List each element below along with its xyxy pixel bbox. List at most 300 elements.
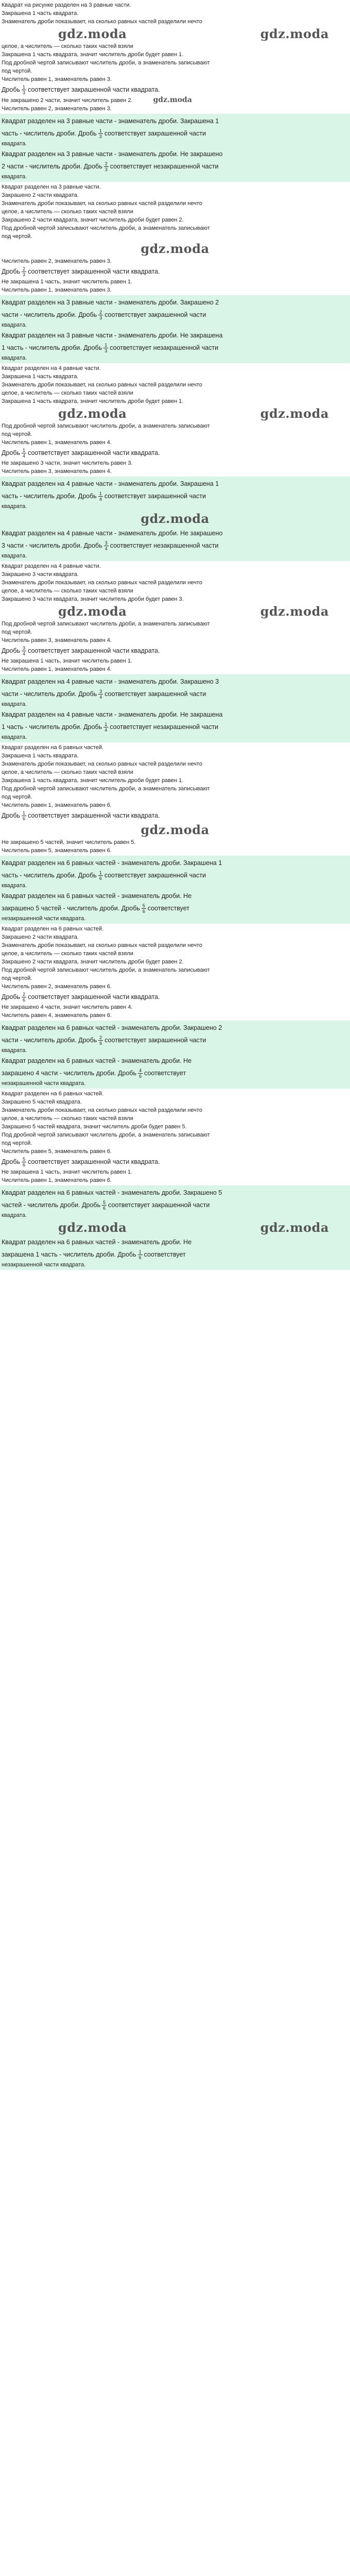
fraction-numerator: 4 xyxy=(139,1068,142,1074)
text-line xyxy=(2,1261,348,1269)
line-text: Квадрат разделен на 4 равные части. xyxy=(2,365,101,371)
watermark: gdz.moda xyxy=(260,604,329,619)
fraction xyxy=(98,1035,103,1046)
watermark-row xyxy=(2,1219,348,1236)
line-text: Квадрат разделен на 6 равных частей - знаменатель дроби. Закрашено 5 xyxy=(2,1189,222,1196)
text-line xyxy=(2,636,348,645)
text-line xyxy=(2,628,348,636)
text-line xyxy=(2,966,348,974)
line-text: квадрата. xyxy=(2,883,27,889)
line-text: незакрашенной части квадрата. xyxy=(2,916,86,922)
line-text-after: соответствует закрашенной части xyxy=(104,493,206,500)
text-line xyxy=(2,173,348,181)
line-text: части - числитель дроби. Дробь xyxy=(2,1037,97,1044)
text-line xyxy=(2,478,348,490)
explanation-block xyxy=(0,742,350,856)
text-line xyxy=(2,1106,348,1114)
line-text: Квадрат разделен на 6 равных частей. xyxy=(2,1091,104,1097)
fraction xyxy=(98,491,103,502)
line-text: Закрашено 3 части квадрата, значит числитель дроби будет равен 3. xyxy=(2,596,184,602)
line-text: Закрашено 2 части квадрата. xyxy=(2,192,79,198)
text-line xyxy=(2,329,348,342)
text-line xyxy=(2,1168,348,1176)
line-text: Не закрашено 2 части, значит числитель равен 2. xyxy=(2,97,133,104)
text-line xyxy=(2,397,348,405)
line-text-after: соответствует закрашенной части квадрата. xyxy=(28,449,160,456)
text-line xyxy=(2,257,348,265)
line-text: Дробь xyxy=(2,812,21,819)
line-text: Под дробной чертой записывают числитель дроби, а знаменатель записывают xyxy=(2,60,210,66)
fraction-line xyxy=(2,991,348,1003)
line-text: квадрата. xyxy=(2,734,27,740)
line-text: часть - числитель дроби. Дробь xyxy=(2,872,97,879)
fraction-denominator: 3 xyxy=(23,90,26,96)
line-text: квадрата. xyxy=(2,355,27,361)
text-line xyxy=(2,914,348,923)
text-line xyxy=(2,430,348,438)
text-line xyxy=(2,1131,348,1139)
line-text: квадрата. xyxy=(2,553,27,559)
text-line xyxy=(2,882,348,890)
fraction xyxy=(98,870,103,881)
text-line xyxy=(2,278,348,286)
fraction-denominator: 3 xyxy=(99,315,102,321)
line-text: Дробь xyxy=(2,993,21,1001)
line-text-after: соответствует закрашенной части квадрата. xyxy=(28,993,160,1001)
line-text: Числитель равен 3, знаменатель равен 4. xyxy=(2,637,112,643)
line-text: Числитель равен 1, знаменатель равен 3. xyxy=(2,287,112,293)
line-text: Числитель равен 1, знаменатель равен 6. xyxy=(2,802,112,808)
fraction-numerator: 1 xyxy=(23,84,26,90)
text-line xyxy=(2,1046,348,1055)
text-line xyxy=(2,579,348,587)
line-text: Знаменатель дроби показывает, на сколько равных частей разделили нечто xyxy=(2,942,202,948)
text-line xyxy=(2,982,348,991)
line-text-after: соответствует закрашенной части xyxy=(104,311,206,318)
fraction xyxy=(98,310,103,320)
line-text: целое, а числитель — сколько таких частей взяли xyxy=(2,390,133,396)
fraction xyxy=(22,84,26,95)
line-text: Числитель равен 1, знаменатель равен 4. xyxy=(2,666,112,672)
line-text: Квадрат разделен на 3 равные части - знаменатель дроби. Закрашено 2 xyxy=(2,299,219,306)
text-line xyxy=(2,793,348,801)
line-text: Под дробной чертой записывают числитель дроби, а знаменатель записывают xyxy=(2,786,210,792)
line-text: Не закрашена 1 часть, значит числитель равен 1. xyxy=(2,658,133,664)
text-line xyxy=(2,67,348,75)
text-line xyxy=(2,75,348,83)
line-text-after: соответствует xyxy=(144,1070,186,1077)
fraction-numerator: 1 xyxy=(23,810,26,816)
watermark: gdz.moda xyxy=(58,604,127,619)
line-text: 1 часть - числитель дроби. Дробь xyxy=(2,344,102,351)
fraction-denominator: 3 xyxy=(23,272,26,278)
line-text: Знаменатель дроби показывает, на сколько равных частей разделили нечто xyxy=(2,19,202,25)
line-text: Под дробной чертой записывают числитель дроби, а знаменатель записывают xyxy=(2,1132,210,1138)
line-text: Закрашено 2 части квадрата. xyxy=(2,934,79,940)
text-line xyxy=(2,9,348,18)
text-line xyxy=(2,620,348,628)
text-line xyxy=(2,422,348,430)
line-text: под чертой. xyxy=(2,1140,32,1146)
line-text: Закрашена 1 часть квадрата. xyxy=(2,10,79,16)
line-text: Квадрат разделен на 6 равных частей. xyxy=(2,926,104,932)
text-line xyxy=(2,743,348,752)
line-text: Числитель равен 1, знаменатель равен 4. xyxy=(2,439,112,446)
watermark: gdz.moda xyxy=(141,822,209,837)
line-text: квадрата. xyxy=(2,701,27,707)
line-text: Числитель равен 3, знаменатель равен 4. xyxy=(2,468,112,474)
line-text: Квадрат разделен на 4 равные части - знаменатель дроби. Закрашена 1 xyxy=(2,480,219,487)
fraction-denominator: 4 xyxy=(104,727,108,733)
text-line xyxy=(2,364,348,372)
text-line xyxy=(2,933,348,941)
line-text: Дробь xyxy=(2,647,21,654)
line-text: Квадрат разделен на 6 равных частей - знаменатель дроби. Не xyxy=(2,1239,192,1246)
text-line xyxy=(2,801,348,809)
fraction-numerator: 2 xyxy=(23,266,26,272)
text-line xyxy=(2,467,348,476)
explanation-block xyxy=(0,1089,350,1185)
fraction-numerator: 5 xyxy=(23,1157,26,1162)
fraction-line xyxy=(2,1156,348,1168)
fraction-line xyxy=(2,342,348,354)
fraction-numerator: 1 xyxy=(104,722,108,727)
fraction-denominator: 6 xyxy=(138,1255,142,1261)
line-text: Дробь xyxy=(2,86,21,93)
text-line xyxy=(2,224,348,232)
text-line xyxy=(2,562,348,570)
fraction-line xyxy=(2,83,348,96)
line-text: 3 части - числитель дроби. Дробь xyxy=(2,542,102,549)
line-text: Квадрат разделен на 3 равные части - знаменатель дроби. Закрашена 1 xyxy=(2,117,219,125)
line-text: под чертой. xyxy=(2,431,32,437)
line-text: Квадрат разделен на 6 равных частей. xyxy=(2,744,104,751)
line-text-after: соответствует xyxy=(144,1251,186,1258)
text-line xyxy=(2,1176,348,1184)
text-line xyxy=(2,1003,348,1011)
line-text: Под дробной чертой записывают числитель дроби, а знаменатель записывают xyxy=(2,967,210,973)
text-line xyxy=(2,846,348,855)
fraction-line xyxy=(2,490,348,502)
line-text: Числитель равен 4, знаменатель равен 6. xyxy=(2,1012,112,1019)
line-text: Под дробной чертой записывают числитель дроби, а знаменатель записывают xyxy=(2,423,210,429)
line-text: Знаменатель дроби показывает, на сколько равных частей разделили нечто xyxy=(2,761,202,767)
line-text: часть - числитель дроби. Дробь xyxy=(2,493,97,500)
explanation-block xyxy=(0,561,350,674)
fraction-denominator: 3 xyxy=(104,348,108,354)
watermark-small: gdz.moda xyxy=(153,96,192,104)
answer-block xyxy=(0,295,350,363)
line-text: Знаменатель дроби показывает, на сколько равных частей разделили нечто xyxy=(2,200,202,207)
text-line xyxy=(2,776,348,785)
line-text: Не закрашена 1 часть, значит числитель равен 1. xyxy=(2,1169,133,1175)
watermark-row xyxy=(2,26,348,42)
watermark: gdz.moda xyxy=(141,241,209,256)
text-line xyxy=(2,286,348,294)
line-text: Квадрат разделен на 3 равные части. xyxy=(2,184,101,190)
fraction-numerator: 5 xyxy=(103,1200,106,1206)
text-line xyxy=(2,1098,348,1106)
fraction-numerator: 3 xyxy=(99,689,102,694)
line-text-after: соответствует незакрашенной части xyxy=(110,542,219,549)
line-text: квадрата. xyxy=(2,1047,27,1054)
fraction xyxy=(22,1157,26,1167)
watermark: gdz.moda xyxy=(141,511,209,526)
text-line xyxy=(2,50,348,59)
watermark-row xyxy=(2,603,348,620)
watermark: gdz.moda xyxy=(260,1220,329,1235)
fraction-line xyxy=(2,309,348,321)
fraction-denominator: 6 xyxy=(23,1162,26,1168)
line-text-after: соответствует закрашенной части xyxy=(104,1037,206,1044)
fraction-denominator: 3 xyxy=(104,167,108,173)
text-line xyxy=(2,1022,348,1034)
line-text: под чертой. xyxy=(2,629,32,635)
fraction-line xyxy=(2,539,348,552)
text-line xyxy=(2,752,348,760)
watermark: gdz.moda xyxy=(260,406,329,421)
fraction-numerator: 1 xyxy=(138,1249,142,1255)
fraction-denominator: 4 xyxy=(99,497,102,502)
line-text: Квадрат разделен на 3 равные части - знаменатель дроби. Не закрашена xyxy=(2,332,223,339)
line-text: Квадрат разделен на 6 равных частей - знаменатель дроби. Закрашено 2 xyxy=(2,1024,222,1031)
line-text: целое, а числитель — сколько таких частей взяли xyxy=(2,43,133,49)
line-text: Квадрат разделен на 4 равные части - знаменатель дроби. Не закрашена xyxy=(2,711,223,718)
line-text: закрашено 5 частей - числитель дроби. Дробь xyxy=(2,905,140,912)
watermark: gdz.moda xyxy=(58,406,127,421)
text-line xyxy=(2,958,348,966)
line-text: Закрашено 5 частей квадрата. xyxy=(2,1099,82,1105)
fraction-numerator: 1 xyxy=(104,343,108,348)
explanation-block xyxy=(0,363,350,477)
text-line xyxy=(2,785,348,793)
line-text-after: соответствует закрашенной части xyxy=(108,1201,210,1209)
fraction-denominator: 4 xyxy=(23,651,26,657)
fraction-numerator: 2 xyxy=(104,161,108,167)
line-text: Квадрат разделен на 6 равных частей - знаменатель дроби. Не xyxy=(2,892,192,900)
fraction xyxy=(98,128,103,139)
line-text: незакрашенной части квадрата. xyxy=(2,1262,86,1268)
fraction-denominator: 6 xyxy=(142,909,145,914)
answer-block xyxy=(0,477,350,561)
line-text: Закрашено 2 части квадрата, значит числитель дроби будет равен 2. xyxy=(2,959,184,965)
text-line xyxy=(2,105,348,113)
fraction-denominator: 6 xyxy=(99,876,102,882)
text-line xyxy=(2,1114,348,1123)
line-text: под чертой. xyxy=(2,794,32,800)
text-line xyxy=(2,890,348,902)
fraction xyxy=(22,448,26,459)
fraction xyxy=(22,810,26,821)
line-text: Дробь xyxy=(2,1158,21,1165)
line-text: Знаменатель дроби показывает, на сколько равных частей разделили нечто xyxy=(2,382,202,388)
fraction xyxy=(104,161,109,172)
text-line xyxy=(2,941,348,950)
line-text: части - числитель дроби. Дробь xyxy=(2,690,97,698)
fraction xyxy=(103,343,108,353)
line-text: Дробь xyxy=(2,268,21,275)
text-line xyxy=(2,438,348,447)
fraction-line xyxy=(2,127,348,140)
fraction xyxy=(22,992,26,1003)
line-text: Закрашена 1 часть квадрата. xyxy=(2,374,79,380)
text-line xyxy=(2,857,348,869)
answer-block xyxy=(0,856,350,924)
line-text-after: соответствует закрашенной части квадрата. xyxy=(28,86,160,93)
line-text: Под дробной чертой записывают числитель дроби, а знаменатель записывают xyxy=(2,621,210,627)
fraction xyxy=(138,1068,143,1079)
text-line xyxy=(2,527,348,539)
text-line xyxy=(2,657,348,665)
explanation-block xyxy=(0,0,350,114)
line-text: Знаменатель дроби показывает, на сколько равных частей разделили нечто xyxy=(2,580,202,586)
text-line xyxy=(2,838,348,846)
fraction-numerator: 2 xyxy=(99,1035,102,1041)
line-text: Квадрат разделен на 4 равные части - знаменатель дроби. Закрашено 3 xyxy=(2,678,219,685)
line-text: Числитель равен 1, знаменатель равен 6. xyxy=(2,1177,112,1183)
fraction-denominator: 4 xyxy=(99,694,102,700)
fraction-line xyxy=(2,447,348,459)
line-text: целое, а числитель — сколько таких частей взяли xyxy=(2,1115,133,1122)
line-text: 2 части - числитель дроби. Дробь xyxy=(2,163,102,170)
explanation-block xyxy=(0,182,350,295)
line-text: Знаменатель дроби показывает, на сколько равных частей разделили нечто xyxy=(2,1107,202,1113)
fraction xyxy=(142,903,146,914)
fraction-line xyxy=(2,265,348,278)
line-text: под чертой. xyxy=(2,68,32,74)
line-text: незакрашенной части квадрата. xyxy=(2,1080,86,1087)
line-text: Не закрашено 3 части, значит числитель равен 3. xyxy=(2,460,133,466)
line-text: квадрата. xyxy=(2,1212,27,1218)
line-text: под чертой. xyxy=(2,233,32,240)
fraction-line xyxy=(2,902,348,914)
fraction-line xyxy=(2,1034,348,1046)
fraction-numerator: 3 xyxy=(104,540,108,546)
text-line xyxy=(2,675,348,688)
text-line xyxy=(2,552,348,560)
fraction-line xyxy=(2,1248,348,1261)
fraction-denominator: 4 xyxy=(104,546,108,552)
line-text: квадрата. xyxy=(2,141,27,147)
line-text: Числитель равен 2, знаменатель равен 6. xyxy=(2,984,112,990)
line-text-after: соответствует закрашенной части xyxy=(104,872,206,879)
line-text: целое, а числитель — сколько таких частей взяли xyxy=(2,588,133,594)
fraction xyxy=(104,540,109,551)
text-line xyxy=(2,148,348,160)
fraction-denominator: 6 xyxy=(139,1074,142,1079)
line-text: квадрата. xyxy=(2,322,27,328)
line-text: целое, а числитель — сколько таких частей взяли xyxy=(2,209,133,215)
line-text-after: соответствует незакрашенной части xyxy=(110,344,219,351)
fraction-numerator: 1 xyxy=(99,491,102,497)
text-line xyxy=(2,733,348,741)
line-text-after: соответствует закрашенной части квадрата. xyxy=(28,812,160,819)
line-text: Числитель равен 5, знаменатель равен 6. xyxy=(2,848,112,854)
line-text: квадрата. xyxy=(2,503,27,510)
line-text: Числитель равен 2, знаменатель равен 3. xyxy=(2,106,112,112)
text-line xyxy=(2,232,348,241)
line-text: целое, а числитель — сколько таких частей взяли xyxy=(2,769,133,775)
line-text: квадрата. xyxy=(2,174,27,180)
text-line xyxy=(2,708,348,721)
text-line xyxy=(2,140,348,148)
fraction xyxy=(98,689,103,700)
line-text-after: соответствует xyxy=(147,905,189,912)
fraction xyxy=(103,722,108,733)
text-line xyxy=(2,115,348,127)
text-line xyxy=(2,700,348,708)
text-line xyxy=(2,42,348,50)
fraction xyxy=(22,266,26,277)
line-text: Закрашено 2 части квадрата, значит числитель дроби будет равен 2. xyxy=(2,217,184,223)
text-line xyxy=(2,199,348,208)
text-line xyxy=(2,1187,348,1199)
text-line xyxy=(2,1055,348,1067)
text-line xyxy=(2,768,348,776)
text-line xyxy=(2,96,348,105)
text-line xyxy=(2,354,348,362)
fraction-denominator: 6 xyxy=(99,1041,102,1046)
line-text: Дробь xyxy=(2,449,21,456)
fraction-numerator: 5 xyxy=(142,903,145,909)
text-line xyxy=(2,183,348,191)
line-text: Закрашена 1 часть квадрата, значит числитель дроби будет равен 1. xyxy=(2,52,184,58)
fraction-line xyxy=(2,721,348,733)
line-text: Квадрат разделен на 6 равных частей - знаменатель дроби. Закрашена 1 xyxy=(2,859,222,867)
line-text: Квадрат разделен на 3 равные части - знаменатель дроби. Не закрашено xyxy=(2,150,223,158)
line-text-after: соответствует закрашенной части квадрата. xyxy=(28,647,160,654)
fraction-line xyxy=(2,645,348,657)
fraction-numerator: 3 xyxy=(23,646,26,651)
fraction-numerator: 1 xyxy=(99,870,102,876)
answer-block xyxy=(0,674,350,742)
text-line xyxy=(2,502,348,511)
text-line xyxy=(2,595,348,603)
line-text: Числитель равен 2, знаменатель равен 3. xyxy=(2,258,112,264)
line-text: целое, а числитель — сколько таких частей взяли xyxy=(2,951,133,957)
text-line xyxy=(2,59,348,67)
line-text: 1 часть - числитель дроби. Дробь xyxy=(2,723,102,731)
line-text-after: соответствует незакрашенной части xyxy=(110,723,219,731)
fraction-denominator: 4 xyxy=(23,453,26,459)
fraction-numerator: 1 xyxy=(99,128,102,134)
text-line xyxy=(2,950,348,958)
fraction-line xyxy=(2,160,348,173)
line-text: Под дробной чертой записывают числитель дроби, а знаменатель записывают xyxy=(2,225,210,231)
line-text: части - числитель дроби. Дробь xyxy=(2,311,97,318)
line-text-after: соответствует закрашенной части квадрата. xyxy=(28,268,160,275)
line-text: закрашено 4 части - числитель дроби. Дробь xyxy=(2,1070,137,1077)
line-text: Закрашена 1 часть квадрата, значит числитель дроби будет равен 1. xyxy=(2,777,184,784)
text-line xyxy=(2,321,348,329)
line-text-after: соответствует закрашенной части xyxy=(104,130,206,137)
text-line xyxy=(2,1211,348,1219)
text-line xyxy=(2,208,348,216)
fraction-line xyxy=(2,869,348,882)
text-line xyxy=(2,372,348,381)
line-text-after: соответствует закрашенной части xyxy=(104,690,206,698)
answer-block xyxy=(0,1021,350,1089)
fraction-denominator: 6 xyxy=(23,816,26,822)
text-line xyxy=(2,1090,348,1098)
line-text: Квадрат разделен на 4 равные части - знаменатель дроби. Не закрашено xyxy=(2,530,223,537)
line-text: Числитель равен 1, знаменатель равен 3. xyxy=(2,76,112,82)
line-text: Квадрат разделен на 6 равных частей - знаменатель дроби. Не xyxy=(2,1057,192,1064)
explanation-block xyxy=(0,924,350,1021)
fraction-numerator: 1 xyxy=(23,448,26,453)
text-line xyxy=(2,191,348,199)
text-line xyxy=(2,18,348,26)
